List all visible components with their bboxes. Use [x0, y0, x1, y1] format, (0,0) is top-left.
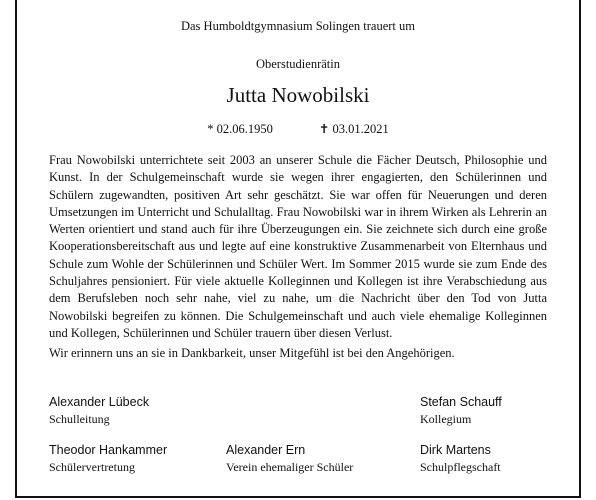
deceased-name: Jutta Nowobilski [226, 83, 370, 107]
death-date: ✝ 03.01.2021 [318, 122, 389, 136]
closing-line: Wir erinnern uns an sie in Dankbarkeit, unser Mitgefühl ist bei den Angehörigen. [49, 346, 455, 360]
signature-name: Alexander Ern [226, 443, 306, 457]
signature-schuelervertretung [49, 443, 167, 475]
signature-role: Schülervertretung [49, 460, 135, 474]
signature-name: Alexander Lübeck [49, 395, 150, 409]
signature-kollegium [420, 395, 502, 427]
signature-name: Stefan Schauff [420, 395, 502, 409]
signature-schulpflegschaft [420, 443, 501, 475]
title-line: Oberstudienrätin [255, 57, 340, 71]
signature-role: Schulpflegschaft [420, 460, 501, 474]
signature-name: Dirk Martens [420, 443, 491, 457]
signature-name: Theodor Hankammer [49, 443, 168, 457]
signature-schulleitung [49, 395, 149, 427]
signature-role: Schulleitung [49, 412, 110, 426]
signature-verein [226, 443, 353, 475]
intro-line: Das Humboldtgymnasium Solingen trauert um [180, 19, 415, 33]
signature-role: Verein ehemaliger Schüler [226, 460, 354, 474]
obituary-text: Frau Nowobilski unterrichtete seit 2003 an unserer Schule die Fächer Deutsch, Philosophie und Kunst. In der Schulgemeinschaft wurde sie wegen ihrer engagierten, den Schülerinnen und Schülern zugewandten, positiven Art sehr geschätzt. Sie war offen für Neuerungen und deren Umsetzungen im Unterricht und Schulalltag. Frau Nowobilski war in ihrem Wirken als Lehrerin an Werten orientiert und stand auch für ihre Überzeugungen ein. Sie zeichnete sich durch eine große Kooperationsbereitschaft aus und legte auf eine konstruktive Zusammenarbeit von Elternhaus und Schule zum Wohle der Schülerinnen und Schüler Wert. Im Sommer 2015 wurde sie zum Ende des Schuljahres pensioniert. Für viele aktuelle Kolleginnen und Kollegen ist ihre Verabschiedung aus dem Berufsleben noch sehr nahe, viel zu nahe, um die Nachricht über den Tod von Jutta Nowobilski begreifen zu können. Die Schulgemeinschaft und auch viele ehemalige Kolleginnen und Kollegen, Schülerinnen und Schüler trauern über diesen Verlust. [49, 153, 547, 340]
life-dates [0, 121, 596, 137]
birth-date: * 02.06.1950 [207, 122, 273, 136]
signature-role: Kollegium [420, 412, 472, 426]
